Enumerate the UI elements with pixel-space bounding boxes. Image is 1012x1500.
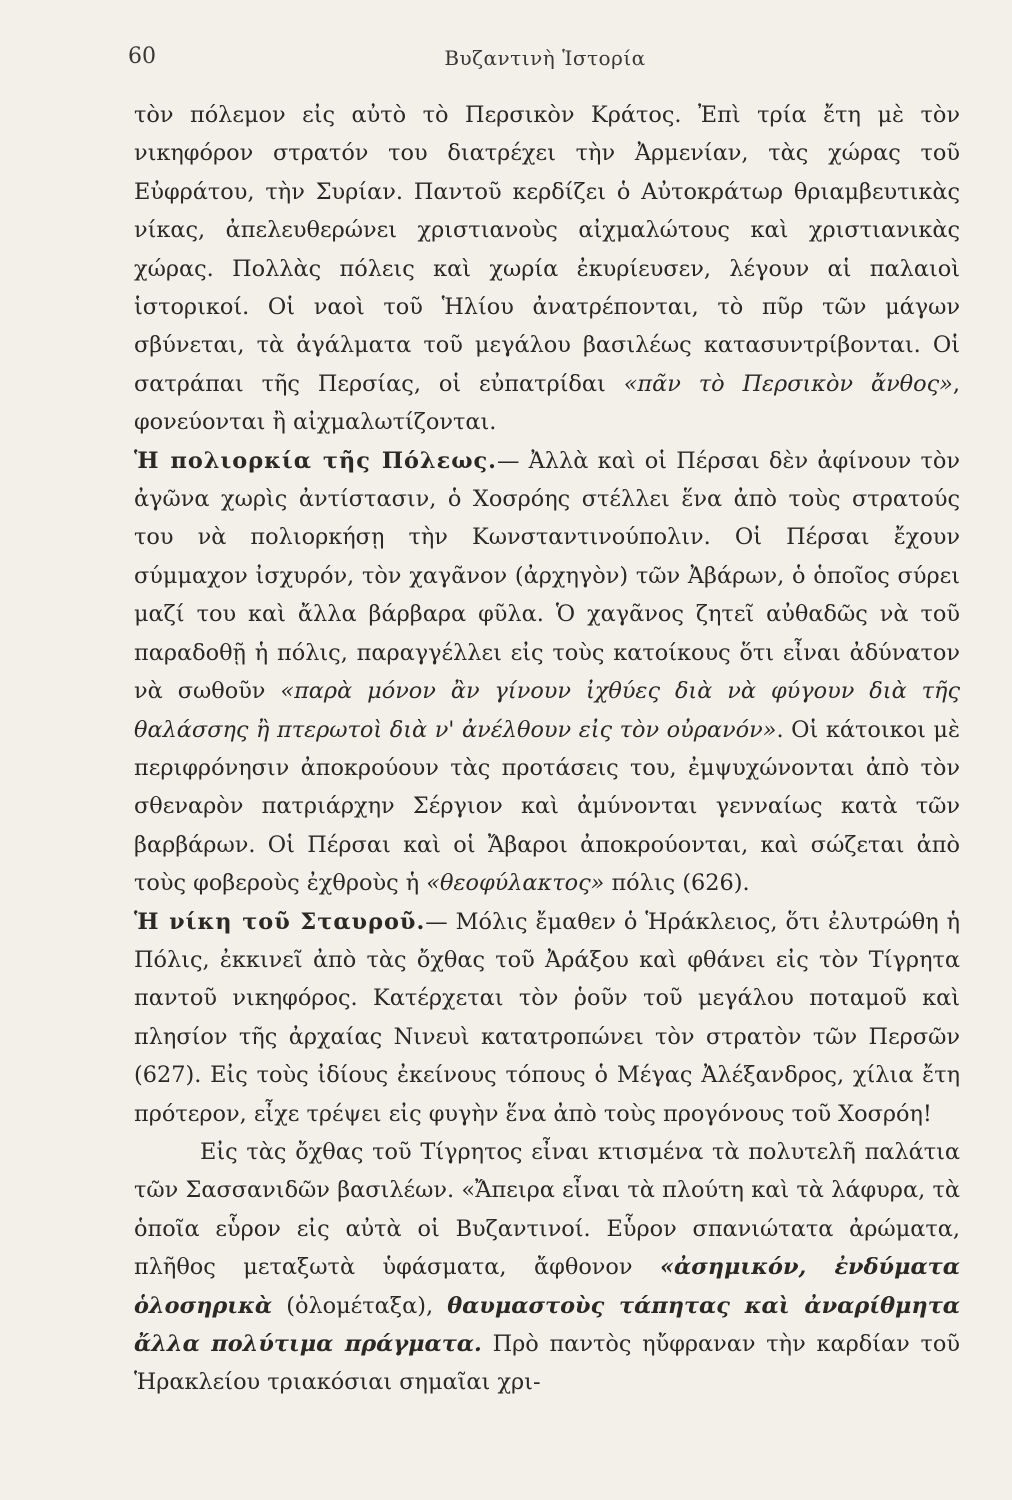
paragraph-text: τὸν πόλεμον εἰς αὐτὸ τὸ Περσικὸν Κράτος. Ἐπὶ τρία ἔτη μὲ τὸν νικηφόρον στρατόν του διατρέχει τὴν Ἀρμενίαν, τὰς χώρας τοῦ Εὐφράτου, τὴν Συρίαν. Παντοῦ κερδίζει ὁ Αὐτοκράτωρ θριαμβευτικὰς νίκας, ἀπελευθερώνει χριστιανοὺς αἰχμαλώτους καὶ χριστιανικὰς χώρας. Πολλὰς πόλεις καὶ χωρία ἐκυρίευσεν, λέγουν αἱ παλαιοὶ ἱστορικοί. Οἱ ναοὶ τοῦ Ἡλίου ἀνατρέπονται, τὸ πῦρ τῶν μάγων σβύνεται, τὰ ἀγάλματα τοῦ μεγάλου βασιλέως κατασυντρίβονται. Οἱ σατράπαι τῆς Περσίας, οἱ εὐπατρίδαι — [134, 102, 960, 397]
paragraph-text: (ὁλομέταξα), — [272, 1292, 448, 1319]
paragraph-text: Εἰς τὰς ὄχθας τοῦ Τίγρητος εἶναι κτισμένα τὰ πολυτελῆ παλάτια τῶν Σασσανιδῶν βασιλέων. «Ἄπειρα εἶναι τὰ πλούτη καὶ τὰ λάφυρα, τὰ ὁποῖα εὗρον εἰς αὐτὰ οἱ Βυζαντινοί. Εὗρον σπανιώτατα ἀρώματα, πλῆθος μεταξωτὰ ὑφάσματα, ἄφθονον — [134, 1138, 960, 1281]
page-number: 60 — [128, 44, 156, 69]
paragraph-palaces — [134, 1133, 960, 1402]
running-title: Βυζαντινὴ Ἱστορία — [444, 46, 646, 70]
section-heading-victory: Ἡ νίκη τοῦ Σταυροῦ. — [134, 908, 426, 935]
body-text — [134, 96, 960, 1491]
page-header — [128, 40, 962, 80]
paragraph-siege — [134, 442, 960, 903]
bold-italic-quote: θαυμαστοὺς τάπητας καὶ ἀναρίθμητα ἄλλα πολύτιμα πράγματα. — [134, 1292, 960, 1357]
italic-quote: «θεοφύλακτος» — [426, 870, 605, 897]
italic-quote: «παρὰ μόνον ἂν γίνουν ἰχθύες διὰ νὰ φύγουν διὰ τῆς θαλάσσης ἢ πτερωτοὶ διὰ ν' ἀνέλθουν εἰς τὸν οὐρανόν» — [134, 678, 960, 743]
paragraph-campaigns — [134, 96, 960, 442]
paragraph-text: . Οἱ κάτοικοι μὲ περιφρόνησιν ἀποκρούουν τὰς προτάσεις του, ἐμψυχώνονται ἀπὸ τὸν σθεναρὸν πατριάρχην Σέργιον καὶ ἀμύνονται γενναίως κατὰ τῶν βαρβάρων. Οἱ Πέρσαι καὶ οἱ Ἄβαροι ἀποκρούονται, καὶ σώζεται ἀπὸ τοὺς φοβεροὺς ἐχθροὺς ἡ — [134, 716, 960, 897]
paragraph-text: — Μόλις ἔμαθεν ὁ Ἡράκλειος, ὅτι ἐλυτρώθη ἡ Πόλις, ἐκκινεῖ ἀπὸ τὰς ὄχθας τοῦ Ἀράξου καὶ φθάνει εἰς τὸν Τίγρητα παντοῦ νικηφόρος. Κατέρχεται τὸν ῥοῦν τοῦ μεγάλου ποταμοῦ καὶ πλησίον τῆς ἀρχαίας Νινευὶ κατατροπώνει τὸν στρατὸν τῶν Περσῶν (627). Εἰς τοὺς ἰδίους ἐκείνους τόπους ὁ Μέγας Ἀλέξανδρος, χίλια ἔτη πρότερον, εἶχε τρέψει εἰς φυγὴν ἕνα ἀπὸ τοὺς προγόνους τοῦ Χοσρόη! — [134, 908, 960, 1127]
section-heading-siege: Ἡ πολιορκία τῆς Πόλεως. — [134, 447, 497, 474]
paragraph-text: — Ἀλλὰ καὶ οἱ Πέρσαι δὲν ἀφίνουν τὸν ἀγῶνα χωρὶς ἀντίστασιν, ὁ Χοσρόης στέλλει ἕνα ἀπὸ τοὺς στρατούς του νὰ πολιορκήσῃ τὴν Κωνσταντινούπολιν. Οἱ Πέρσαι ἔχουν σύμμαχον ἰσχυρόν, τὸν χαγᾶνον (ἀρχηγὸν) τῶν Ἀβάρων, ὁ ὁποῖος σύρει μαζί του καὶ ἄλλα βάρβαρα φῦλα. Ὁ χαγᾶνος ζητεῖ αὐθαδῶς νὰ τοῦ παραδοθῇ ἡ πόλις, παραγγέλλει εἰς τοὺς κατοίκους ὅτι εἶναι ἀδύνατον νὰ σωθοῦν — [134, 447, 960, 705]
paragraph-victory — [134, 903, 960, 1133]
bold-italic-quote: «ἀσημικόν, ἐνδύματα ὁλοσηρικὰ — [134, 1254, 960, 1319]
paragraph-text: , φονεύονται ἢ αἰχμαλωτίζονται. — [134, 370, 960, 436]
paragraph-text: πόλις (626). — [604, 870, 750, 897]
italic-quote: «πᾶν τὸ Περσικὸν ἄνθος» — [623, 370, 953, 397]
paragraph-text: Πρὸ παντὸς ηὔφραναν τὴν καρδίαν τοῦ Ἡρακλείου τριακόσιαι σημαῖαι χρι- — [134, 1331, 960, 1396]
